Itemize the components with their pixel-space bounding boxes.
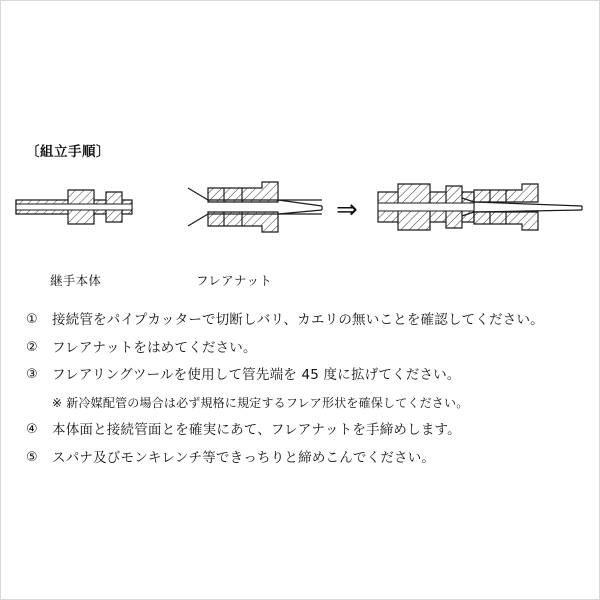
step-number: ⑤ xyxy=(26,449,38,465)
step-text: 本体面と接続管面とを確実にあて、フレアナットを手締めします。 xyxy=(52,422,461,438)
list-item-note xyxy=(26,393,576,413)
list-item xyxy=(26,448,576,468)
section-title: 〔組立手順〕 xyxy=(26,144,110,160)
step-number: ③ xyxy=(26,367,38,382)
diagram-part-flare-nut xyxy=(188,182,322,232)
list-item xyxy=(26,365,576,385)
step-text: フレアナットをはめてください。 xyxy=(52,339,257,356)
step-number: ① xyxy=(26,312,38,327)
list-item xyxy=(26,338,576,358)
step-text: 接続管をパイプカッターで切断しバリ、カエリの無いことを確認してください。 xyxy=(52,312,544,328)
step-text: スパナ及びモンキレンチ等できっちりと締めこんでください。 xyxy=(52,449,436,466)
caption-fitting-body: 継手本体 xyxy=(50,273,102,288)
step-number: ④ xyxy=(26,422,38,437)
steps-list xyxy=(26,310,576,475)
step-text: フレアリングツールを使用して管先端を 45 度に拡げてください。 xyxy=(52,367,461,383)
svg-text:⇒: ⇒ xyxy=(336,195,358,225)
diagram-part-assembled-joint xyxy=(378,184,582,230)
step-note-text: ※ 新冷媒配管の場合は必ず規格に規定するフレア形状を確保してください。 xyxy=(52,395,469,410)
list-item xyxy=(26,420,576,440)
step-number: ② xyxy=(26,339,38,355)
process-arrow xyxy=(336,195,358,225)
list-item xyxy=(26,310,576,330)
diagram-part-fitting-body xyxy=(16,190,132,224)
caption-flare-nut: フレアナット xyxy=(196,273,273,288)
